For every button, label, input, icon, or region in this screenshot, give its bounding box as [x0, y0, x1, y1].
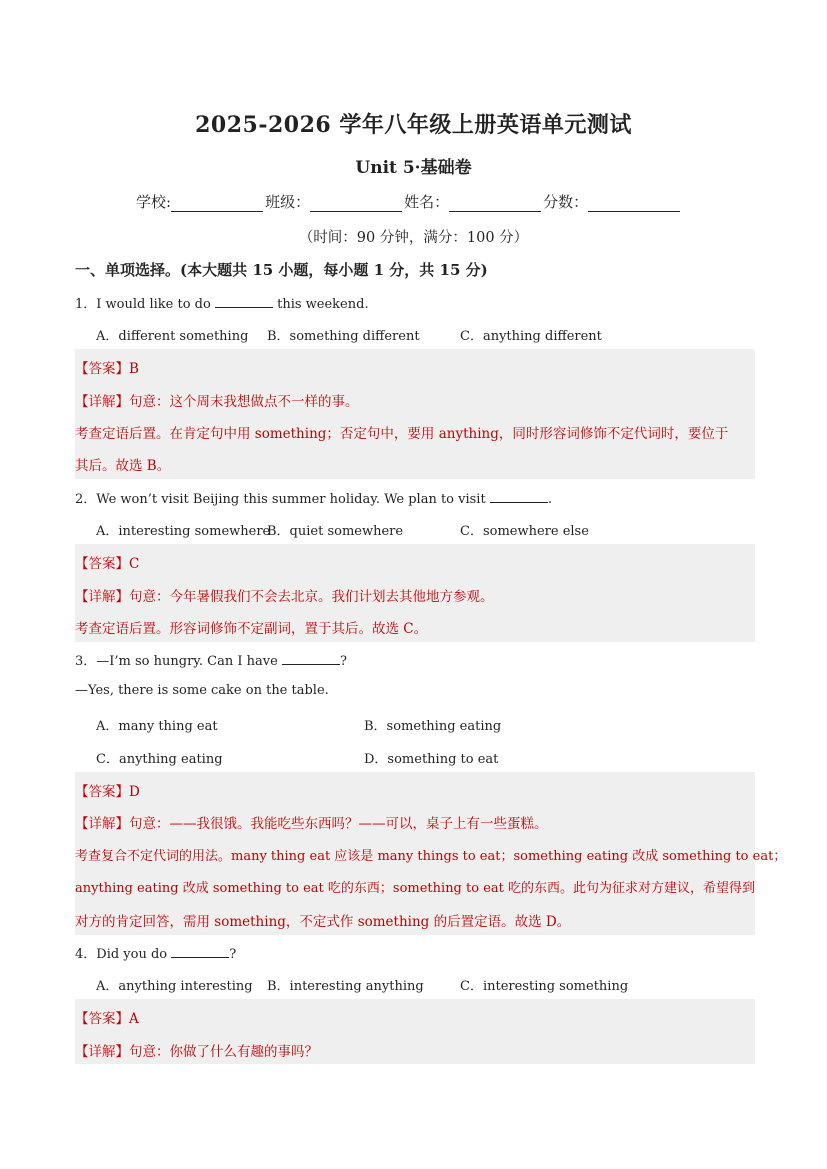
section-title: 一、单项选择。(本大题共 15 小题，每小题 1 分，共 15 分): [75, 261, 488, 279]
stem-text: .: [547, 492, 552, 507]
class-blank: [310, 195, 402, 212]
option-c: C．anything different: [460, 329, 602, 344]
stem-text: this weekend.: [277, 297, 369, 312]
answer-line: 【答案】C: [75, 556, 140, 572]
page-subtitle: Unit 5·基础卷: [355, 158, 472, 178]
option-b: B．quiet somewhere: [267, 524, 404, 539]
explain-line: 【详解】句意：今年暑假我们不会去北京。我们计划去其他地方参观。: [75, 589, 494, 605]
explain-line: 【详解】句意：你做了什么有趣的事吗？: [75, 1044, 318, 1060]
option-b: B．interesting anything: [267, 979, 424, 994]
score-blank: [588, 195, 680, 212]
answer-blank: [215, 295, 273, 308]
option-a: A．anything interesting: [96, 979, 253, 994]
explain-line: 考查定语后置。形容词修饰不定副词，置于其后。故选 C。: [75, 621, 428, 637]
explain-line: anything eating 改成 something to eat 吃的东西；something to eat 吃的东西。此句为征求对方建议，希望得到: [75, 881, 755, 896]
option-a: A．different something: [96, 329, 249, 344]
option-d: D．something to eat: [364, 752, 499, 767]
explain-line: 其后。故选 B。: [75, 458, 171, 474]
answer-box: [75, 349, 755, 479]
option-a: A．interesting somewhere: [96, 524, 271, 539]
answer-blank: [490, 490, 548, 503]
answer-line: 【答案】A: [75, 1011, 139, 1027]
name-label: 姓名：: [404, 193, 450, 211]
school-label: 学校:: [136, 193, 172, 211]
question-stem: [75, 293, 369, 312]
score-label: 分数：: [543, 193, 589, 211]
option-c: C．somewhere else: [460, 524, 589, 539]
explain-line: 考查复合不定代词的用法。many thing eat 应该是 many things to eat；something eating 改成 something to eat；: [75, 849, 787, 864]
answer-line: 【答案】D: [75, 784, 140, 800]
time-info: （时间：90 分钟，满分：100 分）: [298, 230, 529, 246]
explain-line: 【详解】句意：这个周末我想做点不一样的事。: [75, 394, 359, 410]
school-blank: [171, 195, 263, 212]
option-c: C．anything eating: [96, 752, 223, 767]
question-stem: [75, 943, 236, 962]
question-stem: [75, 488, 552, 507]
stem-text: 2．We won’t visit Beijing this summer holiday. We plan to visit: [75, 492, 486, 507]
stem-text: 1．I would like to do: [75, 297, 211, 312]
question-stem-line2: —Yes, there is some cake on the table.: [75, 683, 329, 698]
question-stem: [75, 650, 347, 669]
explain-line: 对方的肯定回答，需用 something，不定式作 something 的后置定语。故选 D。: [75, 914, 571, 930]
answer-blank: [282, 652, 340, 665]
stem-text: 4．Did you do: [75, 947, 168, 962]
stem-text: ?: [229, 947, 237, 962]
class-label: 班级：: [265, 193, 311, 211]
student-info-line: [136, 191, 696, 212]
answer-blank: [171, 945, 229, 958]
option-b: B．something different: [267, 329, 420, 344]
page-title: 2025-2026 学年八年级上册英语单元测试: [195, 112, 632, 138]
option-c: C．interesting something: [460, 979, 629, 994]
answer-line: 【答案】B: [75, 361, 139, 377]
explain-line: 考查定语后置。在肯定句中用 something；否定句中，要用 anything，同时形容词修饰不定代词时，要位于: [75, 426, 729, 442]
explain-line: 【详解】句意：——我很饿。我能吃些东西吗？——可以，桌子上有一些蛋糕。: [75, 816, 548, 832]
stem-text: 3．—I’m so hungry. Can I have: [75, 654, 278, 669]
option-b: B．something eating: [364, 719, 502, 734]
stem-text: ?: [339, 654, 347, 669]
name-blank: [449, 195, 541, 212]
option-a: A．many thing eat: [96, 719, 218, 734]
